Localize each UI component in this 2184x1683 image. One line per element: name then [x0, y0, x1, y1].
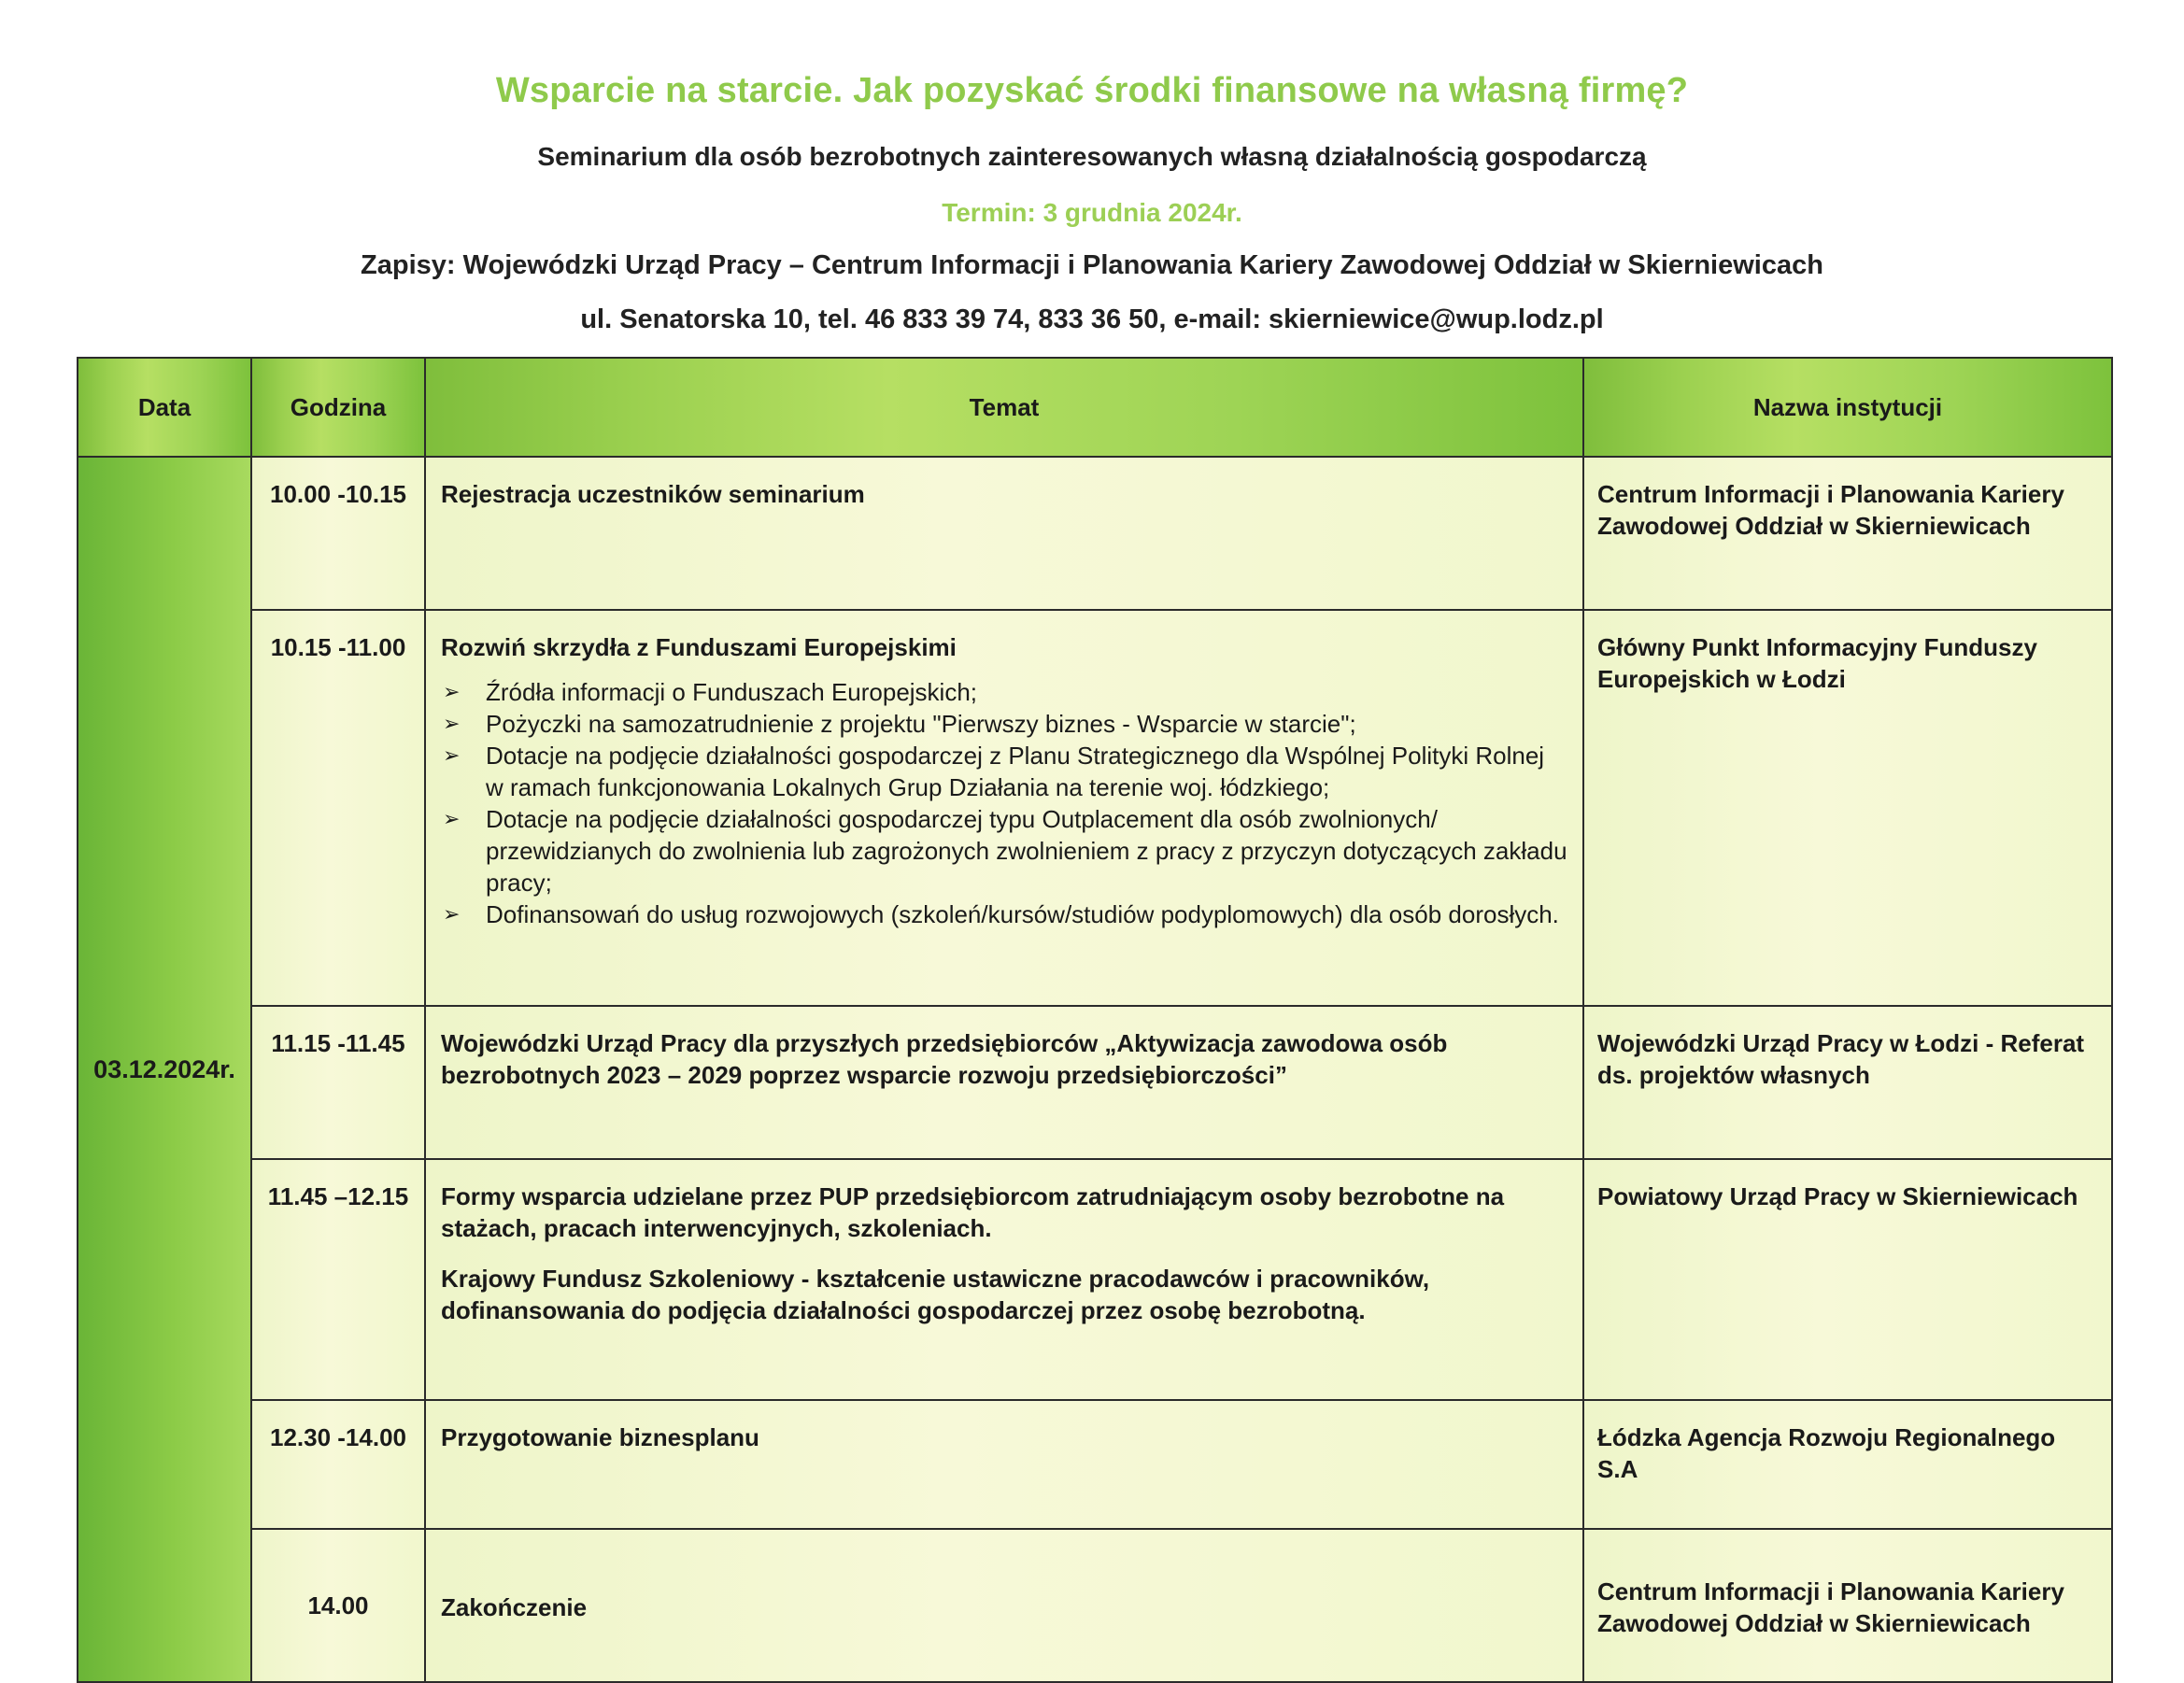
column-header-institution: Nazwa instytucji: [1583, 358, 2112, 457]
row-time: 12.30 -14.00: [251, 1400, 425, 1529]
row-institution: Wojewódzki Urząd Pracy w Łodzi - Referat ds. projektów własnych: [1583, 1006, 2112, 1159]
table-row: [78, 1006, 2112, 1159]
topic-title: Przygotowanie biznesplanu: [441, 1423, 759, 1451]
agenda-table: [77, 357, 2113, 1683]
agenda-header-row: [78, 358, 2112, 457]
row-institution: Powiatowy Urząd Pracy w Skierniewicach: [1583, 1159, 2112, 1400]
bullet-text: Dotacje na podjęcie działalności gospodarczej typu Outplacement dla osób zwolnionych/ przewidzianych do zwolnienia lub zagrożonych zwolnieniem z pracy z przyczyn dotyczących zakładu pracy;: [486, 805, 1567, 897]
row-topic: [425, 457, 1583, 610]
row-institution: Centrum Informacji i Planowania Kariery Zawodowej Oddział w Skierniewicach: [1583, 457, 2112, 610]
arrow-bullet-icon: ➢: [443, 807, 461, 830]
arrow-bullet-icon: ➢: [443, 902, 461, 926]
contact-address: ul. Senatorska 10, tel. 46 833 39 74, 833 36 50, e-mail: skierniewice@wup.lodz.pl: [580, 304, 1604, 334]
table-row: [78, 1400, 2112, 1529]
table-row: [78, 1159, 2112, 1400]
bullet-text: Dofinansowań do usług rozwojowych (szkoleń/kursów/studiów podyplomowych) dla osób dorosłych.: [486, 900, 1559, 928]
list-item: [441, 740, 1567, 803]
row-time: 11.45 –12.15: [251, 1159, 425, 1400]
document-title: Wsparcie na starcie. Jak pozyskać środki finansowe na własną firmę?: [495, 71, 1689, 110]
topic-title: Zakończenie: [441, 1593, 588, 1621]
row-institution: Główny Punkt Informacyjny Funduszy Europejskich w Łodzi: [1583, 610, 2112, 1006]
row-institution: Centrum Informacji i Planowania Kariery Zawodowej Oddział w Skierniewicach: [1583, 1529, 2112, 1682]
row-topic: [425, 1006, 1583, 1159]
arrow-bullet-icon: ➢: [443, 712, 461, 735]
row-time: 10.00 -10.15: [251, 457, 425, 610]
row-time: 11.15 -11.45: [251, 1006, 425, 1159]
bullet-text: Źródła informacji o Funduszach Europejskich;: [486, 678, 978, 706]
column-header-time: Godzina: [251, 358, 425, 457]
row-institution: Łódzka Agencja Rozwoju Regionalnego S.A: [1583, 1400, 2112, 1529]
table-row: [78, 457, 2112, 610]
topic-bullet-list: [441, 676, 1567, 930]
list-item: [441, 676, 1567, 708]
topic-title: Formy wsparcia udzielane przez PUP przedsiębiorcom zatrudniającym osoby bezrobotne na stażach, pracach interwencyjnych, szkoleniach.: [441, 1182, 1505, 1242]
list-item: [441, 708, 1567, 740]
bullet-text: Dotacje na podjęcie działalności gospodarczej z Planu Strategicznego dla Wspólnej Polityki Rolnej w ramach funkcjonowania Lokalnych Grup Działania na terenie woj. łódzkiego;: [486, 742, 1545, 801]
row-topic: [425, 1400, 1583, 1529]
topic-title: Wojewódzki Urząd Pracy dla przyszłych przedsiębiorców „Aktywizacja zawodowa osób bezrobotnych 2023 – 2029 poprzez wsparcie rozwoju przedsiębiorczości”: [441, 1029, 1448, 1089]
row-topic: [425, 1529, 1583, 1682]
column-header-topic: Temat: [425, 358, 1583, 457]
seminar-date: 03.12.2024r.: [78, 457, 251, 1682]
arrow-bullet-icon: ➢: [443, 743, 461, 767]
document-subtitle: Seminarium dla osób bezrobotnych zainteresowanych własną działalnością gospodarczą: [537, 142, 1647, 171]
topic-extra: Krajowy Fundusz Szkoleniowy - kształcenie ustawiczne pracodawców i pracowników, dofinansowania do podjęcia działalności gospodarczej przez osobę bezrobotną.: [441, 1265, 1430, 1324]
bullet-text: Pożyczki na samozatrudnienie z projektu "Pierwszy biznes - Wsparcie w starcie";: [486, 710, 1356, 738]
list-item: [441, 803, 1567, 898]
list-item: [441, 898, 1567, 930]
table-row: [78, 610, 2112, 1006]
row-time: 14.00: [251, 1529, 425, 1682]
column-header-date: Data: [78, 358, 251, 457]
seminar-term: Termin: 3 grudnia 2024r.: [942, 198, 1242, 227]
topic-title: Rozwiń skrzydła z Funduszami Europejskimi: [441, 633, 957, 661]
table-row: [78, 1529, 2112, 1682]
signup-info: Zapisy: Wojewódzki Urząd Pracy – Centrum Informacji i Planowania Kariery Zawodowej Oddział w Skierniewicach: [361, 250, 1823, 280]
row-time: 10.15 -11.00: [251, 610, 425, 1006]
topic-title: Rejestracja uczestników seminarium: [441, 480, 865, 508]
row-topic: [425, 610, 1583, 1006]
arrow-bullet-icon: ➢: [443, 680, 461, 703]
row-topic: [425, 1159, 1583, 1400]
